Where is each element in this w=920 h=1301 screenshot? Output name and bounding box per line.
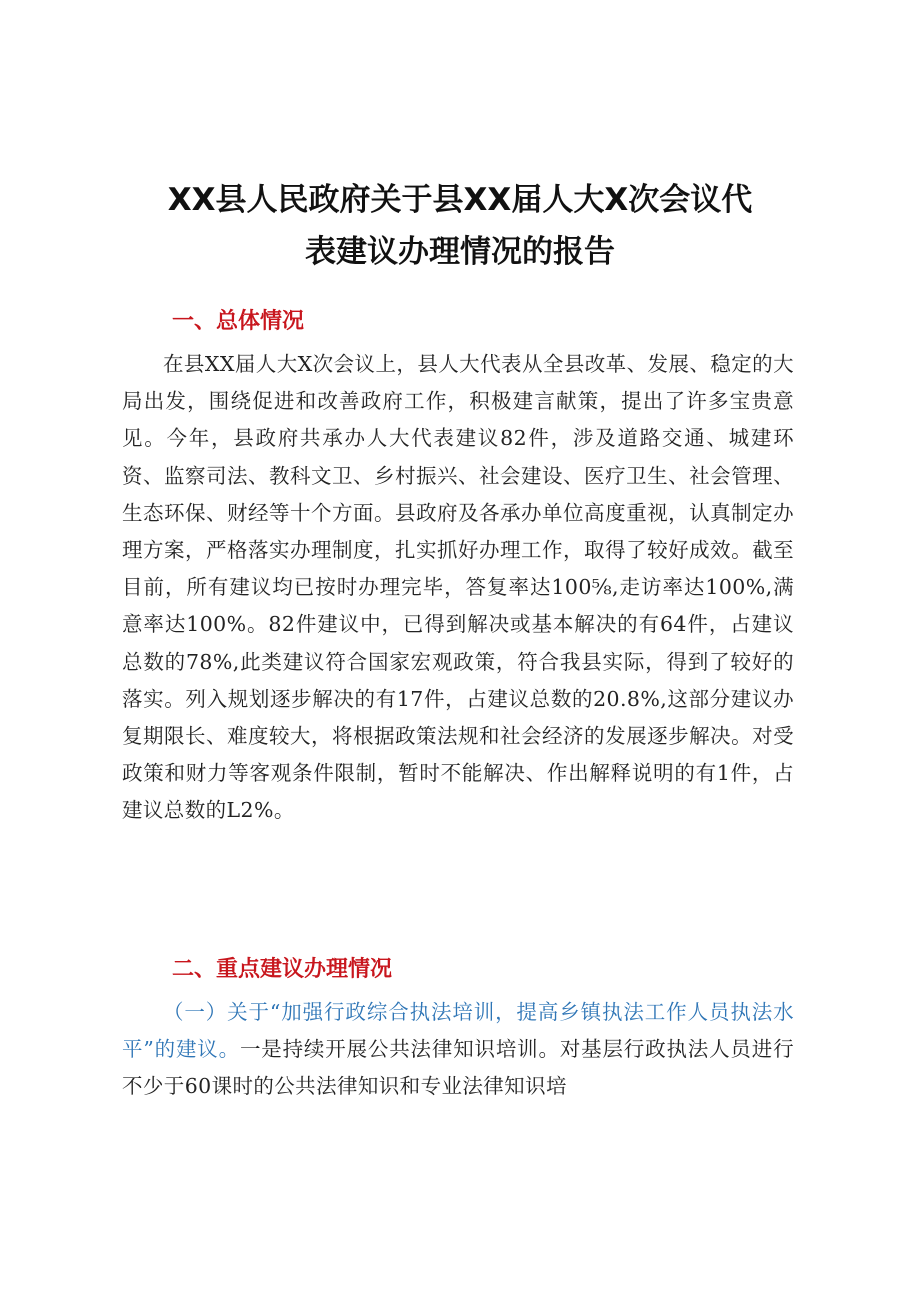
document-title-line-2: 表建议办理情况的报告: [305, 234, 615, 270]
section-1-paragraph: 在县XX届人大X次会议上，县人大代表从全县改革、发展、稳定的大局出发，围绕促进和改善政府工作，积极建言献策，提出了许多宝贵意见。今年，县政府共承办人大代表建议82件，涉及道路交通、城建环资、监察司法、教科文卫、乡村振兴、社会建设、医疗卫生、社会管理、生态环保、财经等十个方面。县政府及各承办单位高度重视，认真制定办理方案，严格落实办理制度，扎实抓好办理工作，取得了较好成效。截至目前，所有建议均已按时办理完毕，答复率达100⅝,走访率达100%,满意率达100%。82件建议中，已得到解决或基本解决的有64件，占建议总数的78%,此类建议符合国家宏观政策，符合我县实际，得到了较好的落实。列入规划逐步解决的有17件，占建议总数的20.8%,这部分建议办复期限长、难度较大，将根据政策法规和社会经济的发展逐步解决。对受政策和财力等客观条件限制，暂时不能解决、作出解释说明的有1件，占建议总数的L2%。: [122, 352, 794, 823]
section-2-subheading: （一）关于“加强行政综合执法培训，提高乡镇执法工作人员执法水平”的建议。: [122, 1000, 794, 1062]
section-2-body-text: 一是持续开展公共法律知识培训。对基层行政执法人员进行不少于60课时的公共法律知识和专业法律知识培: [122, 1037, 794, 1099]
section-2-heading: 二、重点建议办理情况: [172, 957, 393, 982]
section-1-heading: 一、总体情况: [172, 309, 305, 334]
section-2-paragraph: [122, 994, 794, 1106]
document-title-line-1: XX县人民政府关于县XX届人大X次会议代: [167, 182, 753, 218]
